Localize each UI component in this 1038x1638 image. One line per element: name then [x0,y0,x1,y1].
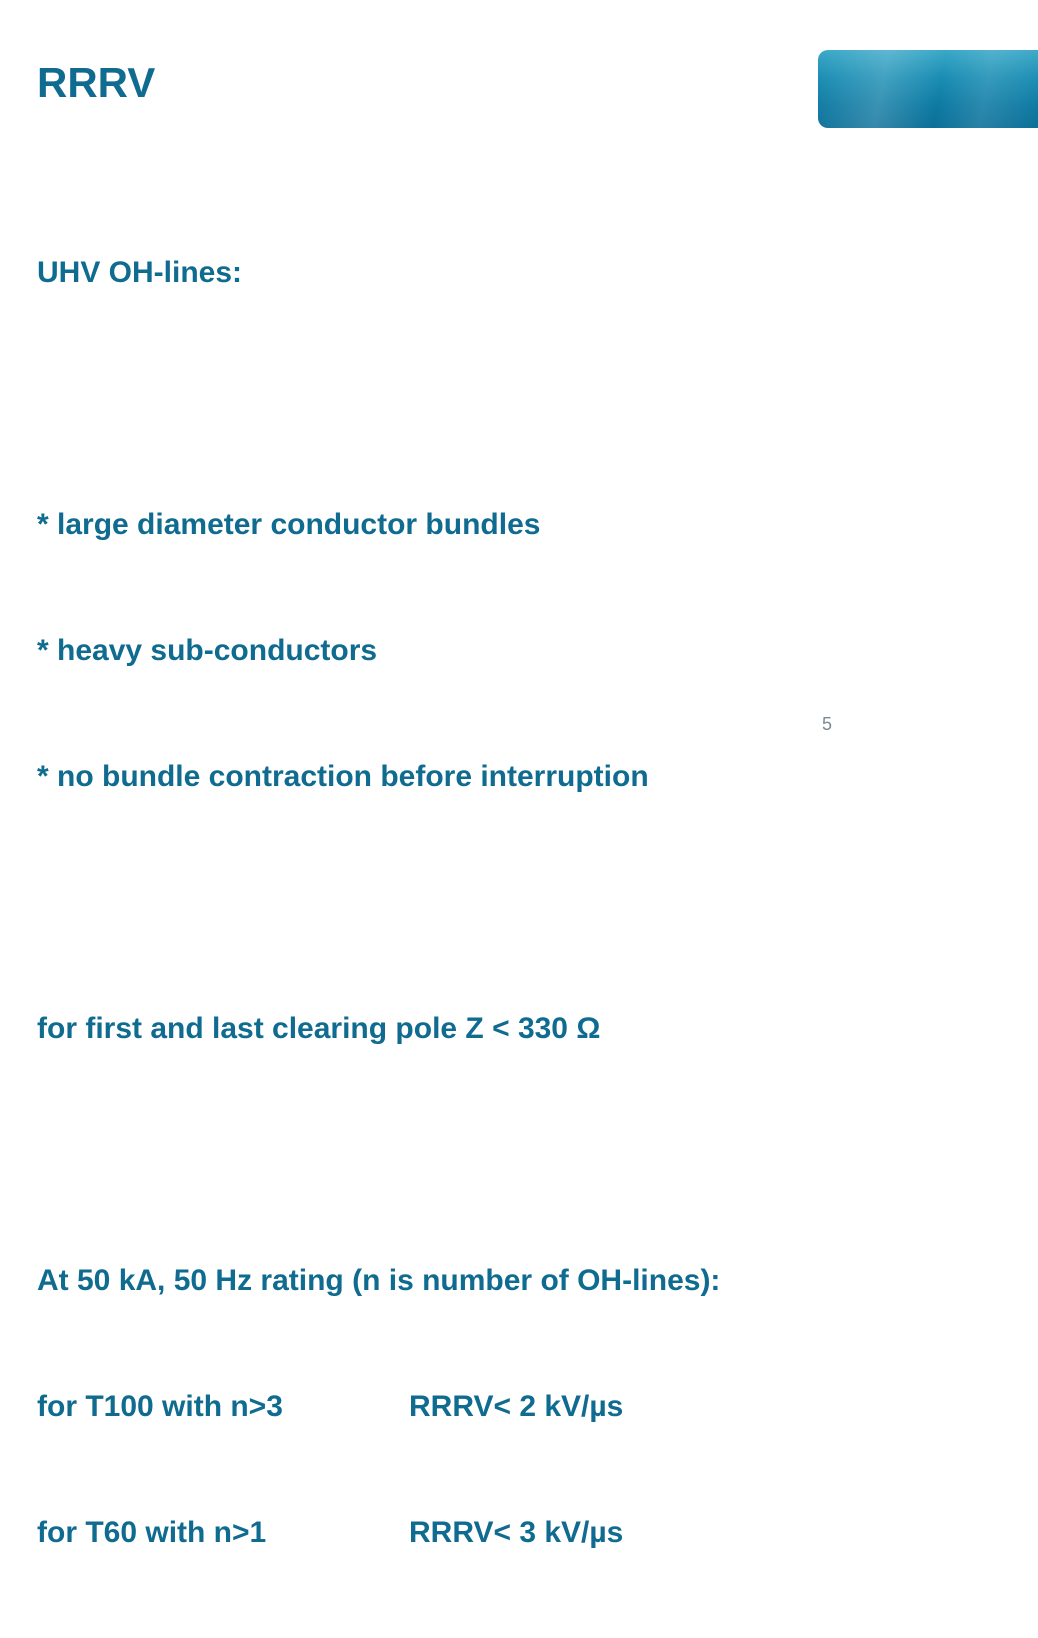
page-number: 5 [822,714,833,734]
subtitle: UHV OH-lines: [37,256,243,289]
rating-condition: for T60 with n>1 [37,1516,267,1549]
slide-body [37,168,720,1638]
rating-row [37,1386,720,1428]
rating-value: RRRV< 2 kV/µs [409,1390,624,1423]
spacer [37,378,720,420]
bullet-item: * large diameter conductor bundles [37,508,541,541]
header-accent-bar [818,50,1038,128]
rating-heading: At 50 kA, 50 Hz rating (n is number of OH-lines): [37,1264,721,1297]
bullet-item: * heavy sub-conductors [37,634,378,667]
impedance-line: for first and last clearing pole Z < 330 Ω [37,1012,601,1045]
rating-condition: for T100 with n>3 [37,1390,283,1423]
spacer [37,882,720,924]
rating-row [37,1512,720,1554]
bullet-item: * no bundle contraction before interruption [37,760,649,793]
spacer [37,1134,720,1176]
rating-value: RRRV< 3 kV/µs [409,1516,624,1549]
slide-title: RRRV [37,59,156,106]
